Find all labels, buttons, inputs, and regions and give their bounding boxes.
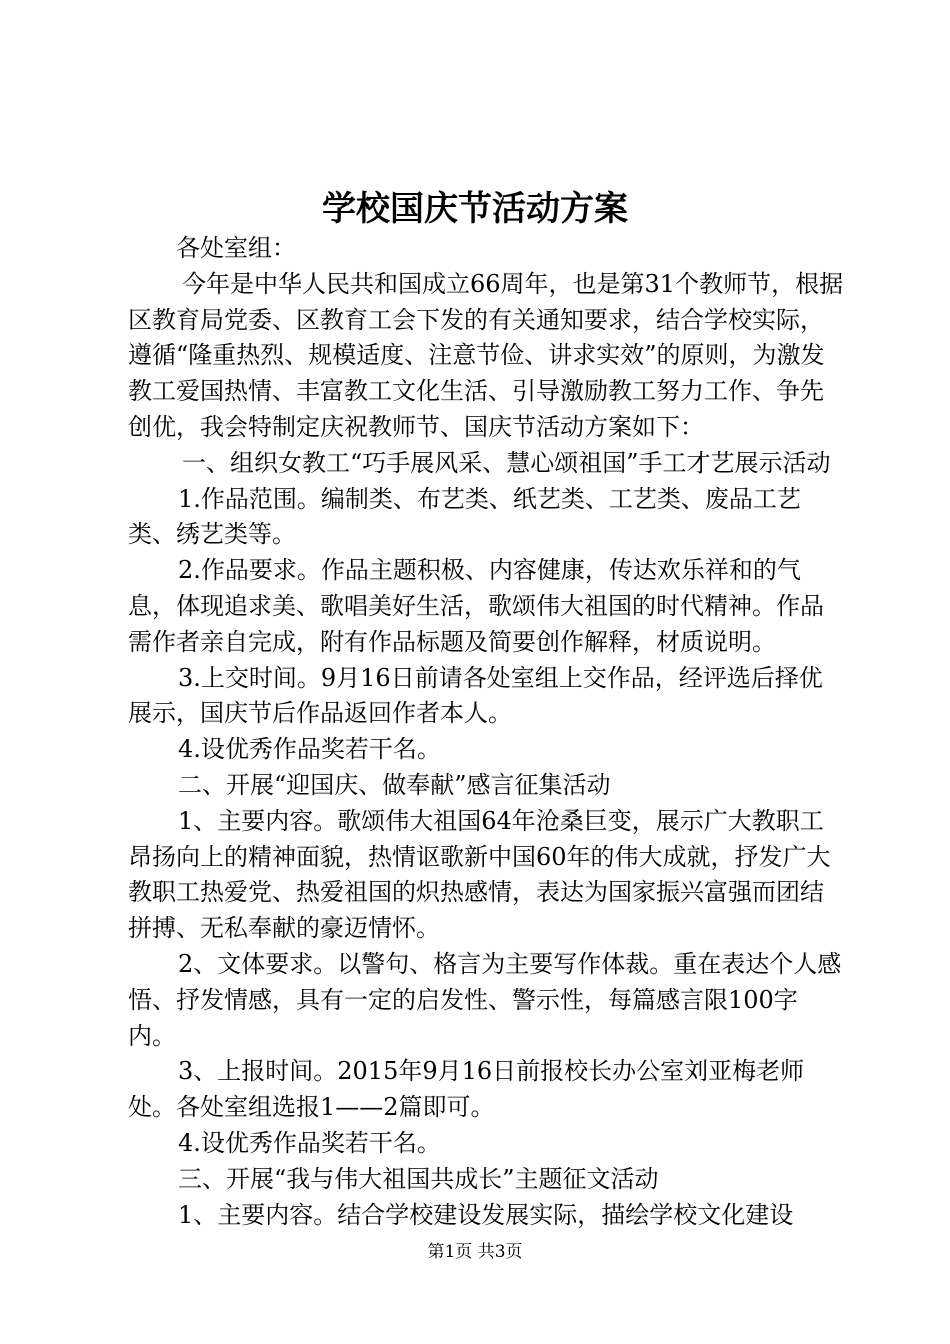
salutation: 各处室组：: [176, 234, 296, 262]
section-heading-1: 一、组织女教工“巧手展风采、慧心颂祖国”手工才艺展示活动: [182, 448, 831, 477]
paragraph-1-1: 1.作品范围。编制类、布艺类、纸艺类、工艺类、废品工艺类、绣艺类等。: [128, 484, 801, 549]
document-body: [128, 231, 844, 1233]
document-title: 学校国庆节活动方案: [322, 189, 628, 229]
section-heading-2: 二、开展“迎国庆、做奉献”感言征集活动: [178, 770, 611, 799]
paragraph-2-3: 3、上报时间。2015年9月16日前报校长办公室刘亚梅老师处。各处室组选报1——2篇即可。: [128, 1057, 805, 1122]
page-footer: 第1页 共3页: [427, 1242, 523, 1262]
paragraph-2-2: 2、文体要求。以警句、格言为主要写作体裁。重在表达个人感悟、抒发情感，具有一定的启发性、警示性，每篇感言限100字内。: [128, 949, 842, 1050]
paragraph-1-4: 4.设优秀作品奖若干名。: [178, 735, 441, 764]
paragraph-3-1: 1、主要内容。结合学校建设发展实际，描绘学校文化建设: [178, 1200, 794, 1229]
paragraph-1-3: 3.上交时间。9月16日前请各处室组上交作品，经评选后择优展示，国庆节后作品返回作者本人。: [128, 663, 823, 728]
paragraph-2-4: 4.设优秀作品奖若干名。: [178, 1128, 441, 1157]
paragraph-intro: 今年是中华人民共和国成立66周年，也是第31个教师节，根据区教育局党委、区教育工会下发的有关通知要求，结合学校实际，遵循“隆重热烈、规模适度、注意节俭、讲求实效”的原则，为激发教工爱国热情、丰富教工文化生活、引导激励教工努力工作、争先创优，我会特制定庆祝教师节、国庆节活动方案如下：: [128, 269, 844, 441]
section-heading-3: 三、开展“我与伟大祖国共成长”主题征文活动: [178, 1164, 659, 1193]
paragraph-2-1: 1、主要内容。歌颂伟大祖国64年沧桑巨变，展示广大教职工昂扬向上的精神面貌，热情讴歌新中国60年的伟大成就，抒发广大教职工热爱党、热爱祖国的炽热感情，表达为国家振兴富强而团结拼搏、无私奉献的豪迈情怀。: [128, 806, 831, 943]
paragraph-1-2: 2.作品要求。作品主题积极、内容健康，传达欢乐祥和的气息，体现追求美、歌唱美好生活，歌颂伟大祖国的时代精神。作品需作者亲自完成，附有作品标题及简要创作解释，材质说明。: [128, 556, 824, 656]
